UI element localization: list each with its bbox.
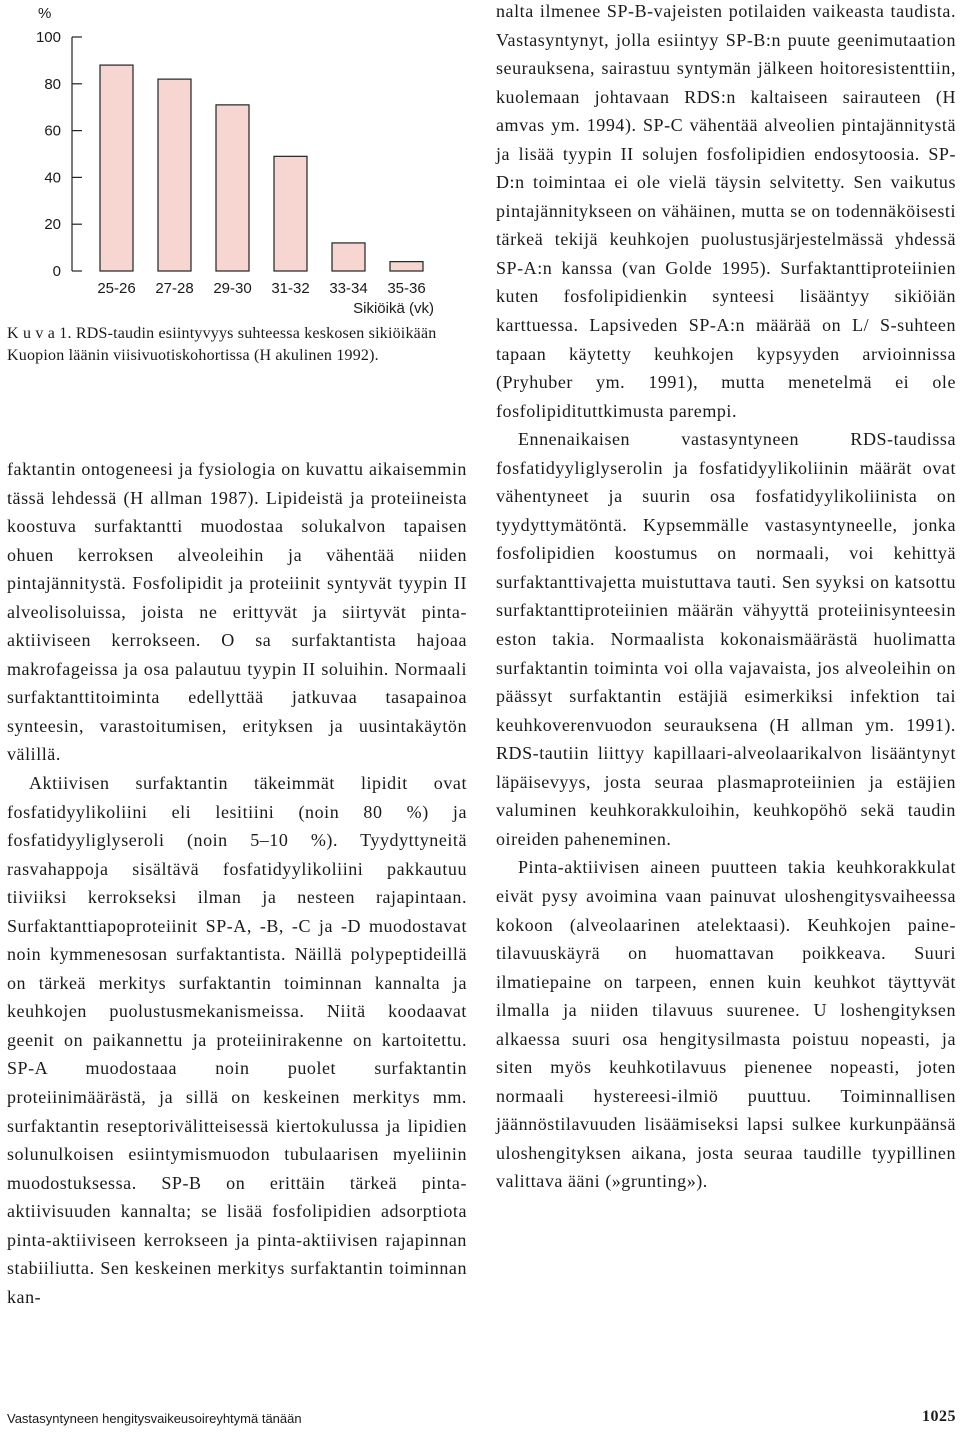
chart-svg: [0, 0, 470, 320]
x-tick-label: 25-26: [97, 280, 136, 297]
bar: [216, 105, 249, 271]
y-tick-label: 20: [44, 216, 61, 234]
y-tick-label: 60: [44, 122, 61, 140]
page-number: 1025: [922, 1408, 956, 1425]
figure-caption: K u v a 1. RDS-taudin esiintyvyys suhteessa keskosen sikiöikään Kuopion läänin viisivuotiskohortissa (H akulinen 1992).: [7, 325, 437, 364]
bar: [274, 156, 307, 271]
footer-title: Vastasyntyneen hengitysvaikeusoireyhtymä tänään: [7, 1411, 302, 1426]
right-paragraph-1: nalta ilmenee SP-B-vajeisten potilaiden vaikeasta taudista. Vastasyntynyt, jolla esiintyy SP-B:n puute geenimutaation seurauksena, sairastuu syntymän jälkeen hoitoresistenttiin, kuolemaan johtavaan RDS:n kaltaiseen sairauteen (H amvas ym. 1994). SP-C vähentää alveolien pintajännitystä ja lisää tyypin II solujen fosfolipidien endosytoosia. SP-D:n toimintaa ei ole vielä täysin selvitetty. Sen vaikutus pintajännitykseen on vähäinen, mutta se on todennäköisesti tärkeä tekijä keuhkojen puolustusjärjestelmässä yhdessä SP-A:n kanssa (van Golde 1995). Surfaktanttiproteiinien kuten fosfolipidienkin synteesi lisääntyy sikiöiän karttuessa. Lapsiveden SP-A:n määrää on L/ S-suhteen tapaan käytetty keuhkojen kypsyyden arvioinnissa (Pryhuber ym. 1991), mutta menetelmä ei ole fosfolipidituttkimusta parempi.: [496, 1, 956, 421]
left-paragraph-2: Aktiivisen surfaktantin täkeimmät lipidit ovat fosfatidyylikoliini eli lesitiini (noin 80 %) ja fosfatidyyliglyseroli (noin 5–10 %). Tyydyttyneitä rasvahappoja sisältävä fosfatidyylikoliini pakkautuu tiiviiksi kerrokseksi ilman ja nesteen rajapintaan. Surfaktanttiapoproteiinit SP-A, -B, -C ja -D muodostavat noin kymmenesosan surfaktantista. Näillä polypeptideillä on tärkeä merkitys surfaktantin toiminnan kannalta ja keuhkojen puolustusmekanismeissa. Niitä koodaavat geenit on paikannettu ja proteiinirakenne on kartoitettu. SP-A muodostaaa noin puolet surfaktantin proteiinimäärästä, ja sillä on keskeinen merkitys mm. surfaktantin reseptorivälitteisessä kiertokulussa ja lipidien solunulkoisen esiintymismuodon tubulaarisen myeliinin muodostuksessa. SP-B on erittäin tärkeä pinta-aktiivisuuden kannalta; se lisää fosfolipidien adsorptiota pinta-aktiiviseen kerrokseen ja pinta-aktiivisen rajapinnan stabiiliutta. Sen keskeinen merkitys surfaktantin toiminnan kan-: [7, 773, 467, 1307]
bar: [390, 262, 423, 271]
bar: [332, 243, 365, 271]
x-tick-label: 27-28: [155, 280, 194, 297]
bar: [158, 79, 191, 271]
x-tick-label: 31-32: [271, 280, 310, 297]
x-tick-label: 29-30: [213, 280, 252, 297]
y-tick-label: 100: [35, 29, 61, 46]
bar: [100, 65, 133, 271]
x-tick-label: 33-34: [329, 280, 368, 297]
left-column: [7, 455, 467, 1311]
right-column: [496, 0, 956, 1196]
y-tick-label: 0: [52, 263, 61, 280]
x-tick-label: 35-36: [387, 280, 426, 297]
y-tick-label: 40: [44, 169, 61, 187]
right-paragraph-3: Pinta-aktiivisen aineen puutteen takia keuhkorakkulat eivät pysy avoimina vaan painuvat uloshengitysvaiheessa kokoon (alveolaarinen atelektaasi). Keuhkojen paine-tilavuuskäyrä on huomattavan poikkeava. Suuri ilmatiepaine on tarpeen, ennen kuin keuhkot täyttyvät ilmalla ja niiden tilavuus suurenee. U loshengityksen alkaessa suuri osa hengitysilmasta poistuu nopeasti, ja siten myös keuhkotilavuus pienenee nopeasti, joten normaali hystereesi-ilmiö puuttuu. Toiminnallisen jäännöstilavuuden lisäämiseksi lapsi sulkee kurkunpäänsä uloshengityksen aikana, josta seuraa taudille tyypillinen valittava ääni (»grunting»).: [496, 857, 956, 1192]
y-tick-label: 80: [44, 75, 61, 93]
x-axis-title: Sikiöikä (vk): [353, 300, 434, 317]
right-paragraph-2: Ennenaikaisen vastasyntyneen RDS-taudissa fosfatidyyliglyserolin ja fosfatidyylikoliinin määrät ovat vähentyneet ja suurin osa fosfatidyylikoliinista on tyydyttymätöntä. Kypsemmälle vastasyntyneelle, jonka fosfolipidien koostumus on normaali, voi kehittyä surfaktanttivajetta muistuttava tauti. Sen syyksi on katsottu surfaktanttiproteiinien määrän vähyyttä proteiinisynteesin eston takia. Normaalista kokonaismäärästä huolimatta surfaktantin toiminta voi olla vajavaista, jos alveoleihin on päässyt surfaktantin estäjiä esimerkiksi infektion tai keuhkoverenvuodon seurauksena (H allman ym. 1991). RDS-tautiin liittyy kapillaari-alveolaarikalvon lisääntynyt läpäisevyys, josta seuraa plasmaproteiinien ja estäjien valuminen keuhkorakkuloihin, keuhkopöhö sekä taudin oireiden paheneminen.: [496, 429, 956, 849]
rds-incidence-chart: [0, 0, 470, 320]
y-axis-unit-label: %: [38, 5, 52, 22]
left-paragraph-1: faktantin ontogeneesi ja fysiologia on kuvattu aikaisemmin tässä lehdessä (H allman 1987). Lipideistä ja proteiineista koostuva surfaktantti muodostaa solukalvon tapaisen ohuen kerroksen alveoleihin ja vähentää niiden pintajännitystä. Fosfolipidit ja proteiinit syntyvät tyypin II alveolisoluissa, joista ne erittyvät ja siirtyvät pinta-aktiiviseen kerrokseen. O sa surfaktantista hajoaa makrofageissa ja osa palautuu tyypin II soluihin. Normaali surfaktanttitoiminta edellyttää jatkuvaa tasapainoa synteesin, varastoitumisen, erityksen ja uusintakäytön välillä.: [7, 459, 467, 765]
